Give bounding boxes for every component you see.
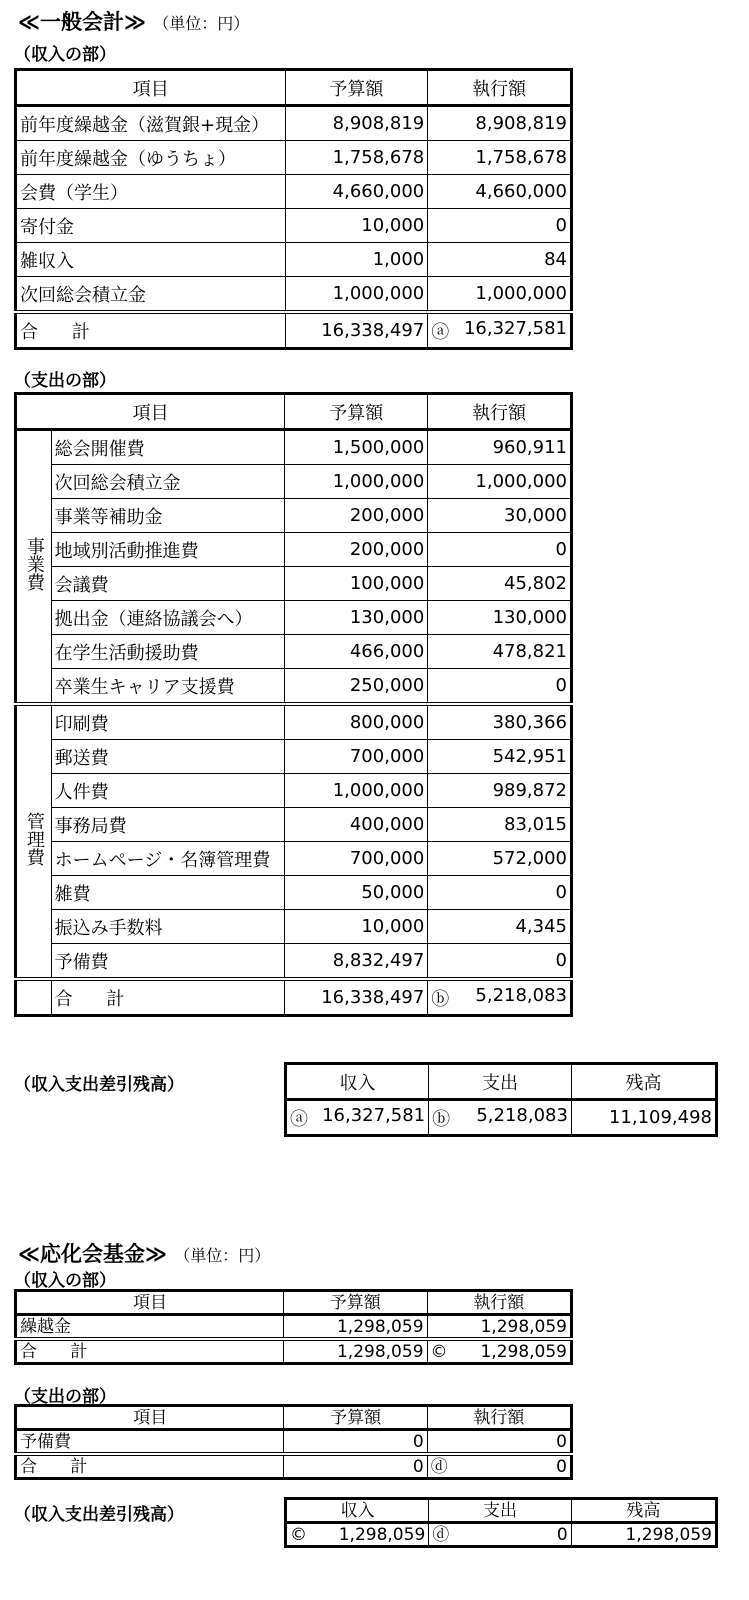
- row-actual: 1,000,000: [428, 277, 572, 313]
- total-row: [16, 1339, 572, 1364]
- row-actual: 0: [428, 533, 572, 567]
- total-budget: 1,298,059: [284, 1339, 427, 1364]
- row-budget: 8,908,819: [285, 106, 428, 141]
- total-row: [16, 1454, 572, 1479]
- row-actual: 0: [428, 209, 572, 243]
- header-budget: 予算額: [285, 70, 428, 106]
- total-spacer: [16, 979, 52, 1016]
- table-row: [16, 601, 572, 635]
- table-header-row: [16, 70, 572, 106]
- general-unit: （単位：円）: [153, 14, 250, 33]
- row-budget: 1,000: [285, 243, 428, 277]
- mark-d: ⓓ: [432, 1524, 450, 1545]
- row-actual: 30,000: [428, 499, 572, 533]
- table-header-row: [286, 1499, 717, 1523]
- table-row: [16, 808, 572, 842]
- fund-income-heading: （収入の部）: [14, 1271, 116, 1291]
- header-budget: 予算額: [285, 394, 428, 430]
- row-budget: 10,000: [285, 910, 428, 944]
- table-row: [16, 175, 572, 209]
- table-row: [16, 704, 572, 740]
- row-item: 予備費: [16, 1430, 284, 1455]
- row-item: 事業等補助金: [51, 499, 285, 533]
- row-budget: 1,000,000: [285, 774, 428, 808]
- balance-expense: 5,218,083: [476, 1104, 568, 1126]
- row-actual: 0: [428, 669, 572, 705]
- header-item: 項目: [16, 1291, 284, 1315]
- row-budget: 200,000: [285, 499, 428, 533]
- balance-expense: 0: [556, 1524, 568, 1545]
- row-actual: 4,660,000: [428, 175, 572, 209]
- row-budget: 1,000,000: [285, 277, 428, 313]
- row-budget: 700,000: [285, 740, 428, 774]
- row-item: 振込み手数料: [51, 910, 285, 944]
- table-row: [16, 533, 572, 567]
- mark-b: ⓑ: [432, 1108, 451, 1130]
- row-budget: 8,832,497: [285, 944, 428, 980]
- row-actual: 572,000: [428, 842, 572, 876]
- row-item: 寄付金: [16, 209, 286, 243]
- table-row: [16, 567, 572, 601]
- fund-expense-table: [14, 1404, 573, 1480]
- table-row: [16, 499, 572, 533]
- row-item: 次回総会積立金: [51, 465, 285, 499]
- total-actual-cell: [428, 312, 572, 349]
- row-item: 雑費: [51, 876, 285, 910]
- header-budget: 予算額: [284, 1291, 427, 1315]
- header-actual: 執行額: [428, 70, 572, 106]
- row-budget: 700,000: [285, 842, 428, 876]
- row-actual: 989,872: [428, 774, 572, 808]
- balance-expense-cell: [429, 1523, 571, 1547]
- total-actual: 5,218,083: [475, 984, 567, 1006]
- table-row: [16, 876, 572, 910]
- total-actual-cell: [427, 1454, 571, 1479]
- row-budget: 800,000: [285, 704, 428, 740]
- balance-income: 16,327,581: [322, 1104, 426, 1126]
- table-row: [16, 430, 572, 465]
- row-actual: 84: [428, 243, 572, 277]
- row-item: 卒業生キャリア支援費: [51, 669, 285, 705]
- table-row: [16, 635, 572, 669]
- row-actual: 542,951: [428, 740, 572, 774]
- row-budget: 4,660,000: [285, 175, 428, 209]
- mark-c: ©: [290, 1524, 307, 1545]
- balance-expense-cell: [429, 1100, 572, 1136]
- row-budget: 1,298,059: [284, 1315, 427, 1340]
- total-label: 合 計: [16, 1454, 284, 1479]
- total-label: 合 計: [51, 979, 285, 1016]
- general-expense-heading: （支出の部）: [14, 371, 116, 391]
- row-budget: 100,000: [285, 567, 428, 601]
- row-item: 次回総会積立金: [16, 277, 286, 313]
- header-expense: 支出: [429, 1064, 572, 1100]
- total-label: 合 計: [16, 1339, 284, 1364]
- row-actual: 4,345: [428, 910, 572, 944]
- table-row: [16, 141, 572, 175]
- table-row: [16, 944, 572, 980]
- header-item: 項目: [16, 1406, 284, 1430]
- row-actual: 0: [427, 1430, 571, 1455]
- row-budget: 250,000: [285, 669, 428, 705]
- header-income: 収入: [286, 1499, 429, 1523]
- table-row: [16, 106, 572, 141]
- row-item: 地域別活動推進費: [51, 533, 285, 567]
- category-kanrihi: [16, 704, 52, 979]
- row-budget: 1,500,000: [285, 430, 428, 465]
- row-actual: 1,298,059: [427, 1315, 571, 1340]
- fund-balance-table: [284, 1497, 718, 1548]
- row-item: 前年度繰越金（滋賀銀+現金）: [16, 106, 286, 141]
- header-expense: 支出: [429, 1499, 571, 1523]
- table-row: [286, 1100, 717, 1136]
- category-label: 管理費: [23, 811, 45, 866]
- total-actual: 0: [556, 1456, 567, 1477]
- row-actual: 960,911: [428, 430, 572, 465]
- table-row: [286, 1523, 717, 1547]
- total-row: [16, 312, 572, 349]
- row-actual: 83,015: [428, 808, 572, 842]
- header-remain: 残高: [571, 1064, 716, 1100]
- mark-b: ⓑ: [431, 988, 450, 1010]
- row-budget: 466,000: [285, 635, 428, 669]
- row-actual: 0: [428, 944, 572, 980]
- table-header-row: [16, 394, 572, 430]
- total-row: [16, 979, 572, 1016]
- row-item: 前年度繰越金（ゆうちょ）: [16, 141, 286, 175]
- header-remain: 残高: [571, 1499, 716, 1523]
- table-row: [16, 465, 572, 499]
- table-row: [16, 243, 572, 277]
- fund-unit: （単位：円）: [174, 1246, 271, 1265]
- fund-income-table: [14, 1289, 573, 1365]
- row-actual: 130,000: [428, 601, 572, 635]
- header-actual: 執行額: [427, 1406, 571, 1430]
- total-label: 合 計: [16, 312, 286, 349]
- balance-remain: 1,298,059: [571, 1523, 716, 1547]
- table-row: [16, 740, 572, 774]
- table-row: [16, 669, 572, 705]
- general-title: [18, 6, 249, 36]
- general-expense-table: [14, 392, 573, 1017]
- fund-balance-heading: （収入支出差引残高）: [14, 1505, 184, 1525]
- table-header-row: [286, 1064, 717, 1100]
- row-actual: 1,000,000: [428, 465, 572, 499]
- row-budget: 10,000: [285, 209, 428, 243]
- total-budget: 0: [284, 1454, 427, 1479]
- row-item: 人件費: [51, 774, 285, 808]
- header-actual: 執行額: [428, 394, 572, 430]
- mark-a: ⓐ: [431, 321, 450, 343]
- table-row: [16, 910, 572, 944]
- row-budget: 0: [284, 1430, 427, 1455]
- general-title-text: ≪一般会計≫: [18, 10, 146, 34]
- header-budget: 予算額: [284, 1406, 427, 1430]
- row-budget: 400,000: [285, 808, 428, 842]
- row-actual: 478,821: [428, 635, 572, 669]
- row-budget: 1,758,678: [285, 141, 428, 175]
- total-budget: 16,338,497: [285, 312, 428, 349]
- balance-income-cell: [286, 1523, 429, 1547]
- total-actual: 16,327,581: [463, 317, 567, 339]
- row-item: 会議費: [51, 567, 285, 601]
- row-item: 在学生活動援助費: [51, 635, 285, 669]
- total-actual: 1,298,059: [480, 1341, 567, 1362]
- mark-c: ©: [430, 1341, 448, 1362]
- row-actual: 0: [428, 876, 572, 910]
- balance-income: 1,298,059: [338, 1524, 426, 1545]
- general-balance-table: [284, 1062, 718, 1137]
- general-income-heading: （収入の部）: [14, 45, 116, 65]
- table-header-row: [16, 1291, 572, 1315]
- total-actual-cell: [427, 1339, 571, 1364]
- header-income: 収入: [286, 1064, 429, 1100]
- row-item: 郵送費: [51, 740, 285, 774]
- row-item: 事務局費: [51, 808, 285, 842]
- fund-title: [18, 1238, 270, 1268]
- header-actual: 執行額: [427, 1291, 571, 1315]
- balance-income-cell: [286, 1100, 429, 1136]
- header-item: 項目: [16, 70, 286, 106]
- row-actual: 380,366: [428, 704, 572, 740]
- row-item: 総会開催費: [51, 430, 285, 465]
- table-row: [16, 277, 572, 313]
- mark-a: ⓐ: [290, 1108, 308, 1130]
- row-budget: 50,000: [285, 876, 428, 910]
- balance-remain: 11,109,498: [571, 1100, 716, 1136]
- row-actual: 8,908,819: [428, 106, 572, 141]
- general-income-table: [14, 68, 573, 350]
- row-item: ホームページ・名簿管理費: [51, 842, 285, 876]
- row-item: 繰越金: [16, 1315, 284, 1340]
- row-budget: 130,000: [285, 601, 428, 635]
- row-actual: 45,802: [428, 567, 572, 601]
- fund-expense-heading: （支出の部）: [14, 1387, 116, 1407]
- table-header-row: [16, 1406, 572, 1430]
- table-row: [16, 209, 572, 243]
- total-budget: 16,338,497: [285, 979, 428, 1016]
- table-row: [16, 774, 572, 808]
- row-item: 雑収入: [16, 243, 286, 277]
- mark-d: ⓓ: [430, 1456, 448, 1477]
- row-item: 拠出金（連絡協議会へ）: [51, 601, 285, 635]
- category-jigyohi: [16, 430, 52, 705]
- header-item: 項目: [16, 394, 285, 430]
- row-actual: 1,758,678: [428, 141, 572, 175]
- row-item: 印刷費: [51, 704, 285, 740]
- row-budget: 200,000: [285, 533, 428, 567]
- table-row: [16, 1315, 572, 1340]
- row-item: 予備費: [51, 944, 285, 980]
- total-actual-cell: [428, 979, 572, 1016]
- table-row: [16, 842, 572, 876]
- fund-title-text: ≪応化会基金≫: [18, 1242, 167, 1266]
- category-label: 事業費: [23, 536, 45, 591]
- row-item: 会費（学生）: [16, 175, 286, 209]
- table-row: [16, 1430, 572, 1455]
- general-balance-heading: （収入支出差引残高）: [14, 1075, 184, 1095]
- row-budget: 1,000,000: [285, 465, 428, 499]
